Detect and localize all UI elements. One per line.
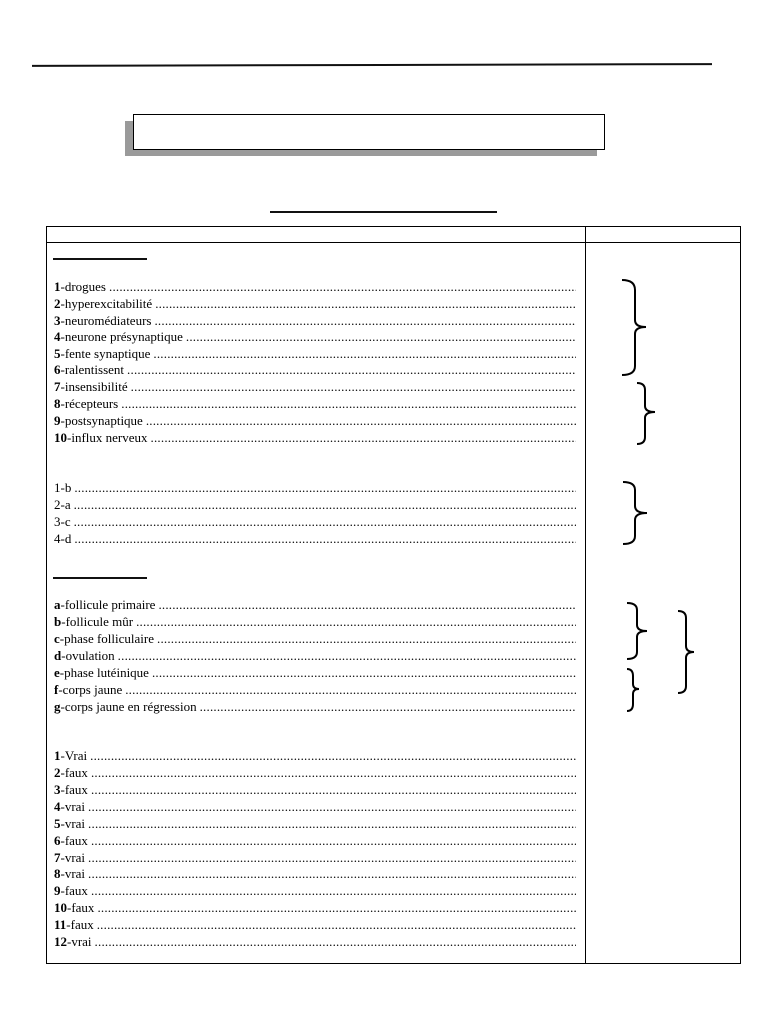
list-item: d -ovulation ..... (54, 647, 576, 664)
list-item: f -corps jaune ..... (54, 681, 576, 698)
list-item: e -phase lutéinique ..... (54, 664, 576, 681)
brace-icon (622, 280, 646, 375)
truefalse-item: 1 -Vrai ..... (54, 747, 576, 764)
list-item: b -follicule mûr ..... (54, 613, 576, 630)
brace-icon (627, 603, 647, 659)
pair-item: 3-c ..... (54, 513, 576, 530)
list-item: 1 -drogues ..... (54, 278, 576, 295)
truefalse-item: 3 -faux ..... (54, 781, 576, 798)
list-item: a -follicule primaire ..... (54, 596, 576, 613)
list-item: c -phase folliculaire ..... (54, 630, 576, 647)
brace-icon (678, 611, 694, 693)
pair-item: 2-a ..... (54, 496, 576, 513)
brace-icon (627, 669, 639, 711)
truefalse-item: 4 -vrai ..... (54, 798, 576, 815)
list-item: g -corps jaune en régression ..... (54, 698, 576, 715)
list-item: 4 -neurone présynaptique ..... (54, 328, 576, 345)
list-item: 8 -récepteurs ..... (54, 395, 576, 412)
list-item: 6 -ralentissent ..... (54, 361, 576, 378)
list-item: 7 -insensibilité ..... (54, 378, 576, 395)
pair-item: 1-b ..... (54, 479, 576, 496)
truefalse-item: 11 -faux ..... (54, 916, 576, 933)
truefalse-item: 9 -faux ..... (54, 882, 576, 899)
truefalse-item: 10 -faux ..... (54, 899, 576, 916)
truefalse-item: 5 -vrai ..... (54, 815, 576, 832)
truefalse-item: 8 -vrai ..... (54, 865, 576, 882)
brace-icon (623, 482, 647, 544)
list-item: 3 -neuromédiateurs ..... (54, 312, 576, 329)
list-item: 5 -fente synaptique ..... (54, 345, 576, 362)
truefalse-item: 12 -vrai ..... (54, 933, 576, 950)
truefalse-item: 6 -faux ..... (54, 832, 576, 849)
list-item: 2 -hyperexcitabilité ..... (54, 295, 576, 312)
brace-icon (637, 383, 655, 444)
list-item: 10 -influx nerveux ..... (54, 429, 576, 446)
pair-item: 4-d ..... (54, 530, 576, 547)
list-item: 9 -postsynaptique ..... (54, 412, 576, 429)
truefalse-item: 7 -vrai ..... (54, 849, 576, 866)
truefalse-item: 2 -faux ..... (54, 764, 576, 781)
